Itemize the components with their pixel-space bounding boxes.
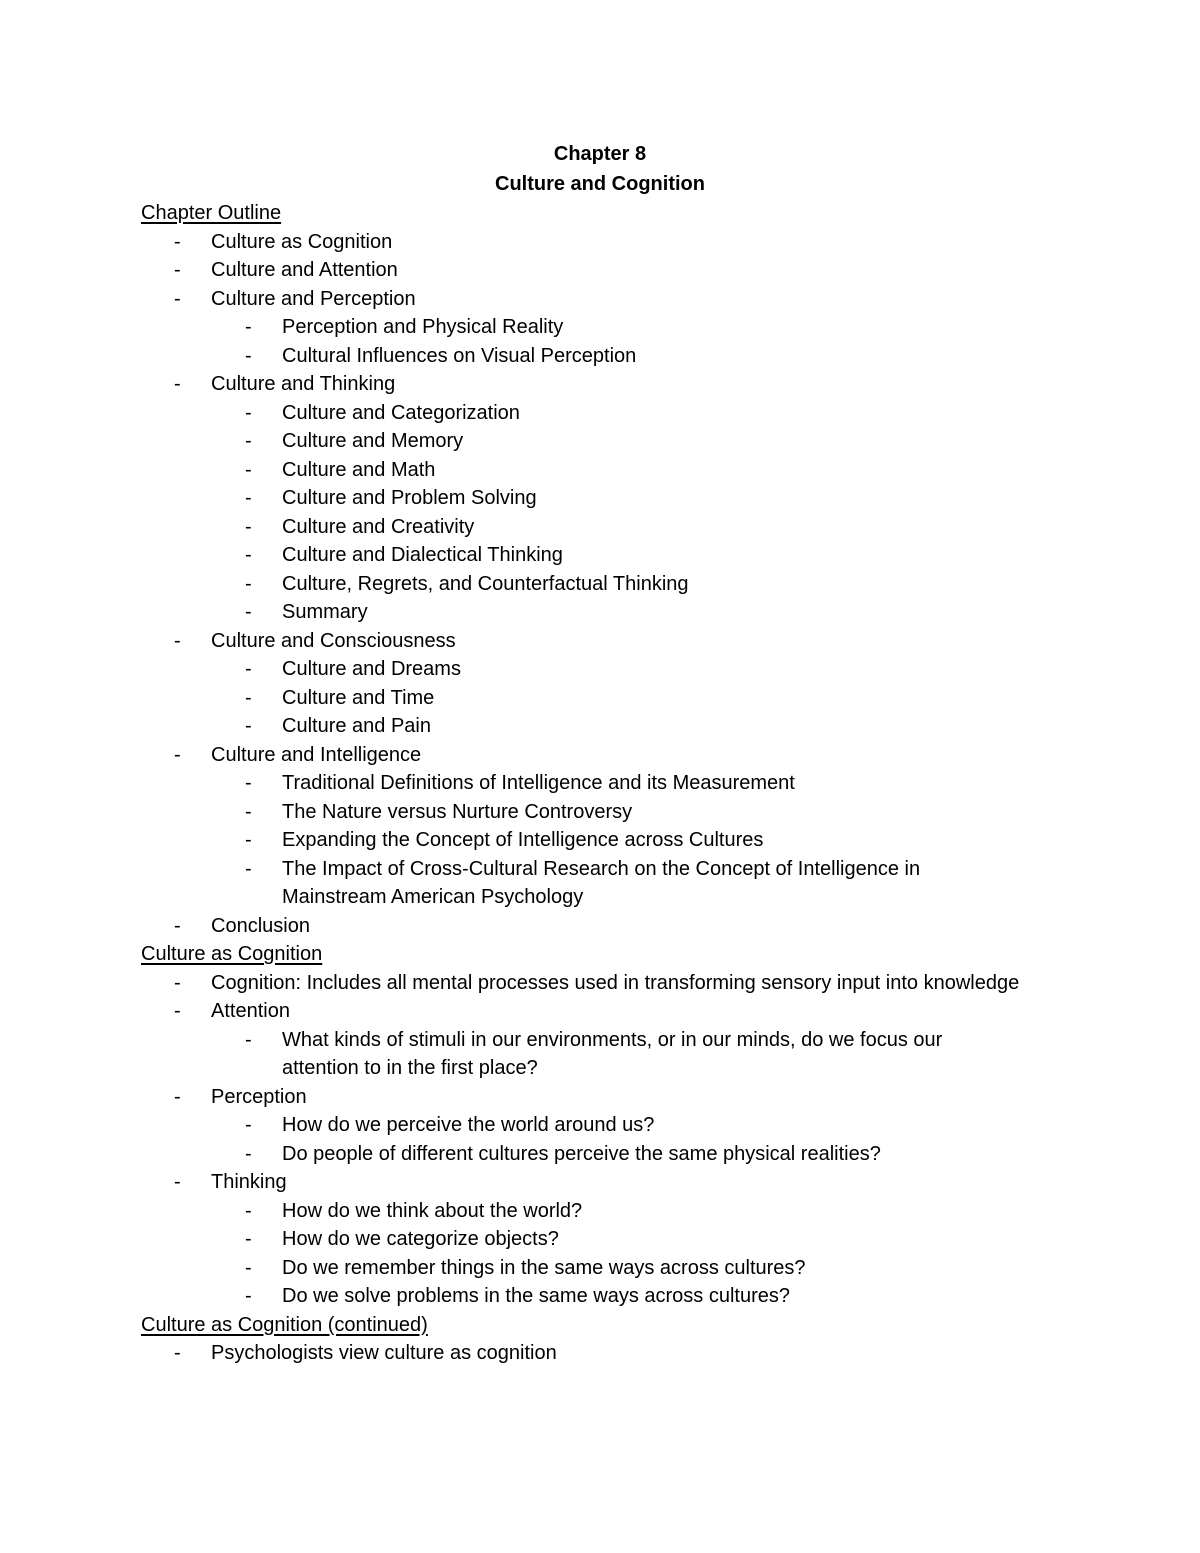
- outline-list: [141, 1339, 1021, 1368]
- list-item-text: The Nature versus Nurture Controversy: [282, 800, 633, 823]
- list-item-text: Culture as Cognition: [211, 230, 393, 253]
- list-item-text: The Impact of Cross-Cultural Research on the Concept of Intelligence in Mainstream American Psychology: [282, 857, 921, 908]
- bullet-dash-icon: -: [245, 857, 252, 880]
- list-item: [141, 684, 1021, 713]
- list-item-text: Culture and Time: [282, 686, 435, 709]
- list-item-text: Culture and Perception: [211, 287, 416, 310]
- list-item-text: Conclusion: [211, 914, 310, 937]
- bullet-dash-icon: -: [245, 316, 252, 338]
- bullet-dash-icon: -: [174, 259, 181, 281]
- chapter-title: Culture and Cognition: [495, 173, 705, 195]
- list-item: [141, 399, 1021, 428]
- list-item: [141, 997, 1021, 1026]
- bullet-dash-icon: -: [245, 515, 252, 538]
- bullet-dash-icon: -: [245, 1028, 252, 1051]
- list-item: [141, 655, 1021, 684]
- list-item: [141, 427, 1021, 456]
- list-item: [141, 342, 1021, 371]
- list-item: [141, 1026, 1021, 1083]
- list-item: [141, 256, 1021, 285]
- list-item: [141, 541, 1021, 570]
- bullet-dash-icon: -: [245, 800, 252, 823]
- list-item-text: Culture and Dreams: [282, 658, 461, 680]
- bullet-dash-icon: -: [245, 658, 252, 680]
- bullet-dash-icon: -: [245, 772, 252, 794]
- list-item: [141, 769, 1021, 798]
- section-heading: Culture as Cognition (continued): [141, 1313, 428, 1336]
- list-item: [141, 285, 1021, 314]
- list-item-text: Culture, Regrets, and Counterfactual Thinking: [282, 572, 689, 595]
- list-item-text: Perception and Physical Reality: [282, 316, 564, 338]
- list-item: [141, 228, 1021, 257]
- list-item: [141, 912, 1021, 941]
- bullet-dash-icon: -: [245, 1199, 252, 1222]
- bullet-dash-icon: -: [174, 1085, 181, 1108]
- list-item: [141, 570, 1021, 599]
- bullet-dash-icon: -: [245, 572, 252, 595]
- list-item: [141, 798, 1021, 827]
- bullet-dash-icon: -: [245, 401, 252, 424]
- list-item-text: How do we think about the world?: [282, 1199, 583, 1222]
- list-item: [141, 855, 1021, 912]
- list-item-text: Summary: [282, 601, 368, 623]
- list-item: [141, 712, 1021, 741]
- list-item: [141, 313, 1021, 342]
- list-item: [141, 1168, 1021, 1197]
- bullet-dash-icon: -: [174, 971, 181, 994]
- list-item: [141, 1254, 1021, 1283]
- list-item-text: Culture and Attention: [211, 259, 398, 281]
- list-item-text: Culture and Pain: [282, 715, 431, 737]
- list-item: [141, 513, 1021, 542]
- document-content: [141, 139, 1021, 1368]
- list-item: [141, 1111, 1021, 1140]
- outline-list: [141, 228, 1021, 941]
- bullet-dash-icon: -: [245, 1256, 252, 1279]
- bullet-dash-icon: -: [245, 487, 252, 509]
- bullet-dash-icon: -: [245, 1114, 252, 1136]
- list-item-text: Culture and Memory: [282, 430, 464, 452]
- bullet-dash-icon: -: [245, 1142, 252, 1165]
- list-item-text: Culture and Dialectical Thinking: [282, 544, 563, 566]
- list-item: [141, 1140, 1021, 1169]
- list-item-text: Perception: [211, 1085, 307, 1108]
- list-item-text: Cognition: Includes all mental processes used in transforming sensory input into knowledge: [211, 971, 1020, 994]
- list-item: [141, 598, 1021, 627]
- list-item-text: Psychologists view culture as cognition: [211, 1342, 557, 1364]
- bullet-dash-icon: -: [174, 914, 181, 937]
- bullet-dash-icon: -: [174, 629, 181, 652]
- list-item: [141, 484, 1021, 513]
- list-item: [141, 1083, 1021, 1112]
- list-item: [141, 741, 1021, 770]
- list-item: [141, 969, 1021, 998]
- bullet-dash-icon: -: [245, 1228, 252, 1250]
- list-item-text: Culture and Thinking: [211, 373, 396, 395]
- document-body: [141, 199, 1021, 1368]
- bullet-dash-icon: -: [245, 715, 252, 737]
- section-heading: Chapter Outline: [141, 202, 282, 224]
- chapter-number: Chapter 8: [553, 143, 647, 165]
- bullet-dash-icon: -: [174, 373, 181, 395]
- list-item-text: Expanding the Concept of Intelligence across Cultures: [282, 829, 764, 851]
- bullet-dash-icon: -: [174, 743, 181, 766]
- list-item: [141, 1339, 1021, 1368]
- list-item: [141, 1197, 1021, 1226]
- list-item-text: What kinds of stimuli in our environments, or in our minds, do we focus our attention to in the first place?: [282, 1028, 943, 1079]
- bullet-dash-icon: -: [245, 344, 252, 367]
- bullet-dash-icon: -: [245, 458, 252, 481]
- bullet-dash-icon: -: [174, 1342, 181, 1364]
- list-item-text: Culture and Consciousness: [211, 629, 456, 652]
- list-item-text: Attention: [211, 1000, 290, 1022]
- bullet-dash-icon: -: [174, 230, 181, 253]
- list-item-text: Culture and Categorization: [282, 401, 520, 424]
- list-item: [141, 456, 1021, 485]
- list-item-text: How do we categorize objects?: [282, 1228, 559, 1250]
- bullet-dash-icon: -: [245, 601, 252, 623]
- list-item: [141, 1225, 1021, 1254]
- list-item-text: Culture and Intelligence: [211, 743, 422, 766]
- list-item: [141, 370, 1021, 399]
- bullet-dash-icon: -: [245, 829, 252, 851]
- bullet-dash-icon: -: [174, 287, 181, 310]
- list-item-text: Traditional Definitions of Intelligence and its Measurement: [282, 772, 795, 794]
- bullet-dash-icon: -: [174, 1000, 181, 1022]
- list-item: [141, 826, 1021, 855]
- list-item-text: Culture and Problem Solving: [282, 487, 537, 509]
- bullet-dash-icon: -: [245, 430, 252, 452]
- list-item-text: Do we solve problems in the same ways across cultures?: [282, 1285, 790, 1307]
- list-item: [141, 1282, 1021, 1311]
- bullet-dash-icon: -: [245, 1285, 252, 1307]
- list-item-text: Culture and Math: [282, 458, 436, 481]
- list-item-text: Do people of different cultures perceive the same physical realities?: [282, 1142, 881, 1165]
- bullet-dash-icon: -: [245, 544, 252, 566]
- list-item-text: Thinking: [211, 1171, 287, 1193]
- bullet-dash-icon: -: [245, 686, 252, 709]
- list-item: [141, 627, 1021, 656]
- outline-list: [141, 969, 1021, 1311]
- section-heading: Culture as Cognition: [141, 943, 323, 965]
- list-item-text: Culture and Creativity: [282, 515, 475, 538]
- list-item-text: How do we perceive the world around us?: [282, 1114, 655, 1136]
- bullet-dash-icon: -: [174, 1171, 181, 1193]
- list-item-text: Do we remember things in the same ways across cultures?: [282, 1256, 806, 1279]
- list-item-text: Cultural Influences on Visual Perception: [282, 344, 637, 367]
